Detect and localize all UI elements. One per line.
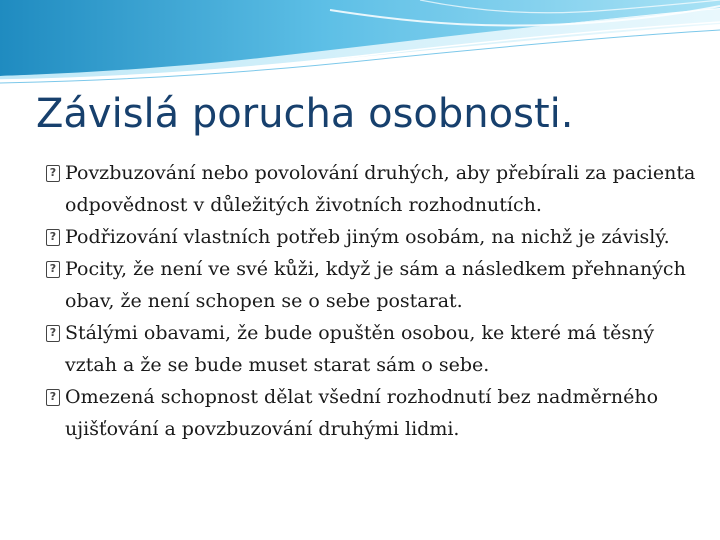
missing-glyph-box-icon bbox=[46, 229, 60, 246]
bullet-text: Omezená schopnost dělat všední rozhodnutí bez nadměrného ujišťování a povzbuzování druhými lidmi. bbox=[65, 386, 659, 440]
bullet-text: Podřizování vlastních potřeb jiným osobám, na nichž je závislý. bbox=[65, 226, 670, 248]
list-item bbox=[46, 157, 696, 221]
list-item bbox=[46, 317, 696, 381]
top-wave-decoration bbox=[0, 0, 720, 90]
missing-glyph-box-icon bbox=[46, 389, 60, 406]
bullet-text: Pocity, že není ve své kůži, když je sám a následkem přehnaných obav, že není schopen se o sebe postarat. bbox=[65, 258, 686, 312]
missing-glyph-box-icon bbox=[46, 325, 60, 342]
missing-glyph-box-icon bbox=[46, 261, 60, 278]
slide-title: Závislá porucha osobnosti. bbox=[36, 91, 574, 137]
list-item bbox=[46, 381, 696, 445]
list-item bbox=[46, 221, 696, 253]
bullet-text: Stálými obavami, že bude opuštěn osobou, ke které má těsný vztah a že se bude muset starat sám o sebe. bbox=[65, 322, 655, 376]
bullet-text: Povzbuzování nebo povolování druhých, aby přebírali za pacienta odpovědnost v důležitých životních rozhodnutích. bbox=[65, 162, 696, 216]
missing-glyph-box-icon bbox=[46, 165, 60, 182]
list-item bbox=[46, 253, 696, 317]
bullet-list bbox=[46, 157, 696, 445]
